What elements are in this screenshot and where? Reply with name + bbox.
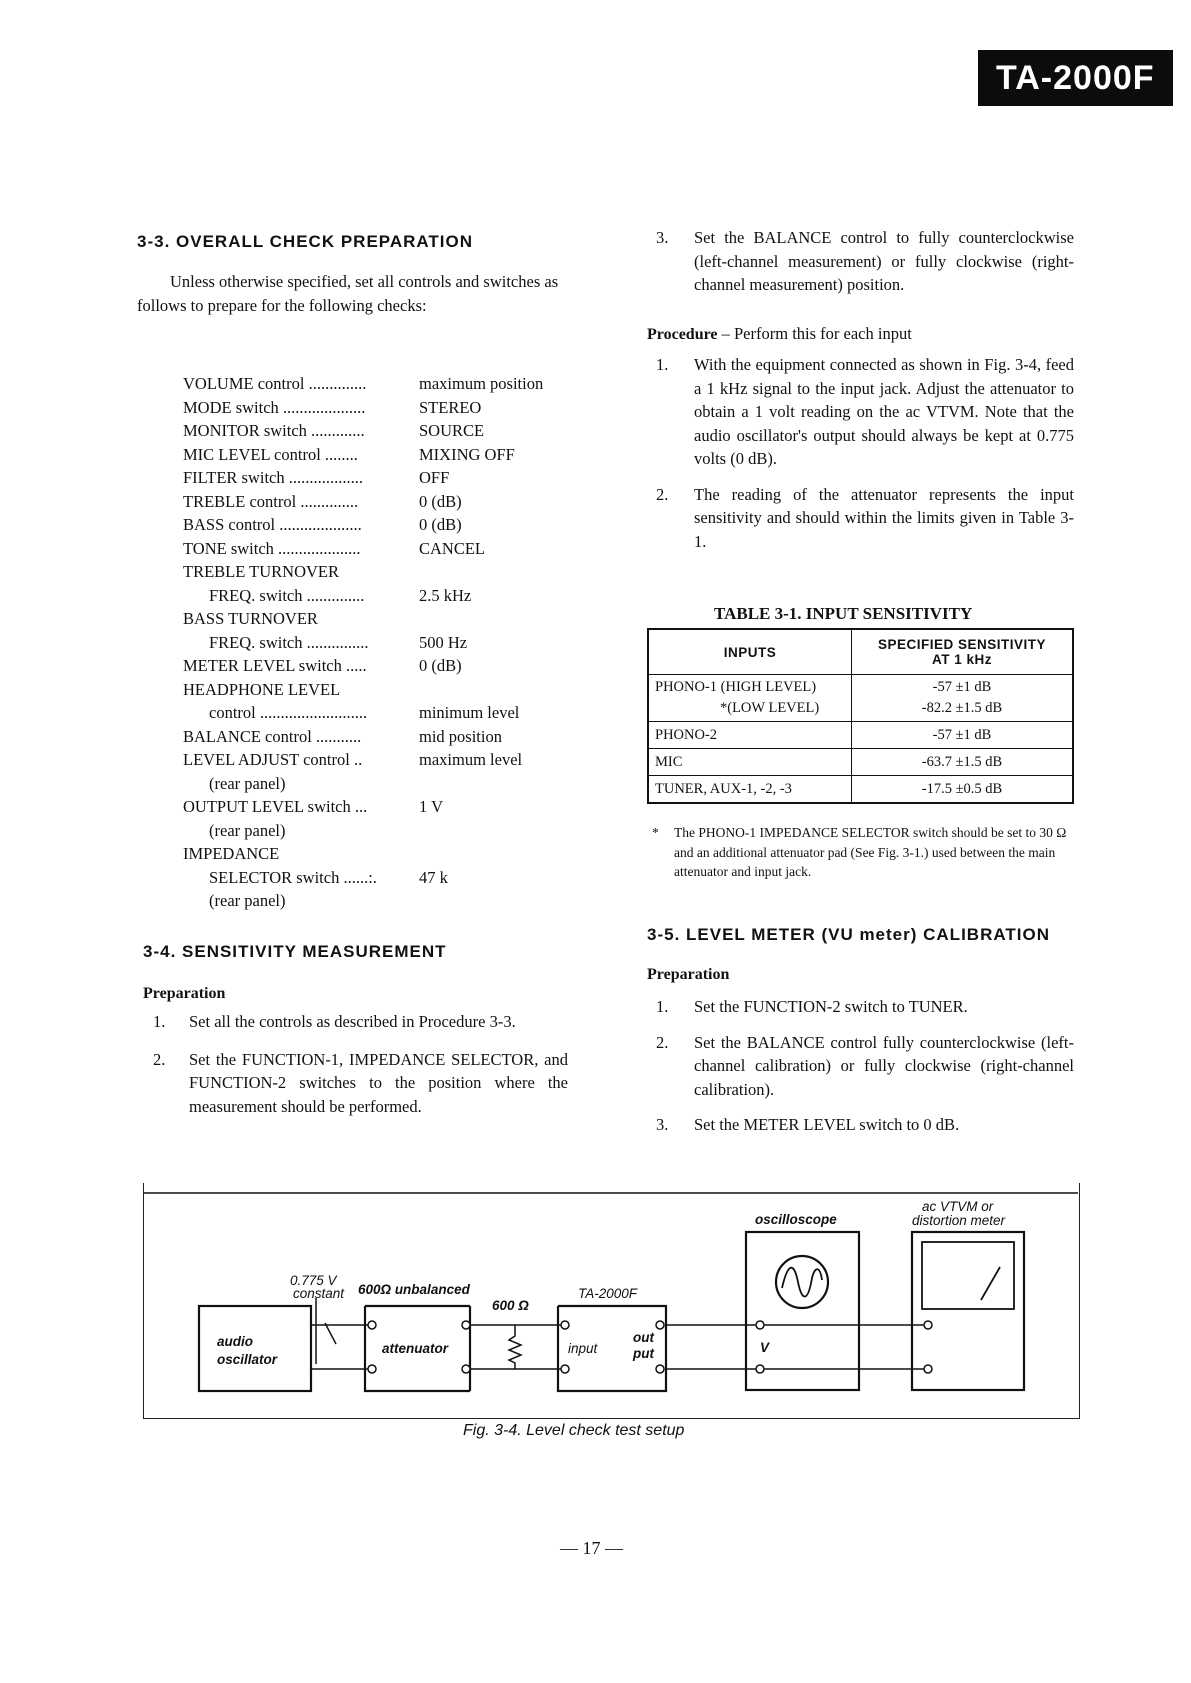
setting-label: IMPEDANCE	[183, 844, 280, 863]
setting-value: MIXING OFF	[419, 444, 515, 464]
procedure-note: – Perform this for each input	[717, 324, 912, 343]
vtvm-label-1: ac VTVM or	[922, 1199, 994, 1214]
item-number: 3.	[656, 228, 669, 247]
item-text: Set the FUNCTION-1, IMPEDANCE SELECTOR, and FUNCTION-2 switches to the position where the measurement should be performed.	[189, 1049, 568, 1116]
item-text: With the equipment connected as shown in Fig. 3-4, feed a 1 kHz signal to the input jack. Adjust the attenuator to obtain a 1 volt reading on the ac VTVM. Note that the audio oscillator's output should always be kept at 0.775 volts (0 dB).	[694, 355, 1074, 468]
header-inputs: INPUTS	[648, 629, 852, 675]
setting-value: mid position	[419, 726, 502, 746]
section-3-4-title: 3-4. SENSITIVITY MEASUREMENT	[143, 942, 447, 961]
phono1-high: PHONO-1 (HIGH LEVEL)	[655, 679, 817, 695]
item-text: The reading of the attenuator represents the input sensitivity and should within the limits given in Table 3-1.	[694, 484, 1074, 551]
setting-label: METER LEVEL switch .....	[183, 656, 367, 675]
oscilloscope-label: oscilloscope	[755, 1212, 837, 1227]
setting-value: STEREO	[419, 397, 482, 417]
spec-high: -57 ±1 dB	[932, 679, 992, 695]
setting-label: MIC LEVEL control ........	[183, 444, 358, 464]
procedure-label: Procedure	[647, 326, 718, 343]
setting-value: 2.5 kHz	[419, 585, 472, 605]
setting-value: maximum level	[419, 750, 523, 769]
item-text: Set the METER LEVEL switch to 0 dB.	[694, 1115, 960, 1134]
setting-label: SELECTOR switch ......:.	[209, 867, 377, 887]
setting-label: TREBLE TURNOVER	[183, 562, 339, 581]
table-title: TABLE 3-1. INPUT SENSITIVITY	[714, 604, 973, 623]
attenuator-label: attenuator	[382, 1341, 449, 1356]
setting-label: TONE switch ....................	[183, 538, 361, 558]
setting-value: 0 (dB)	[419, 491, 462, 511]
item-text: Set all the controls as described in Procedure 3-3.	[189, 1012, 516, 1031]
device-label: TA-2000F	[578, 1286, 638, 1301]
spec-low: -82.2 ±1.5 dB	[921, 700, 1003, 716]
load-label: 600 Ω	[492, 1298, 529, 1313]
item-text: Set the FUNCTION-2 switch to TUNER.	[694, 997, 968, 1016]
audio-oscillator-label-1: audio	[217, 1334, 253, 1349]
setting-label: OUTPUT LEVEL switch ...	[183, 797, 368, 816]
item-number: 3.	[656, 1115, 669, 1134]
output-label-1: out	[633, 1330, 654, 1345]
unbalanced-label: 600Ω unbalanced	[358, 1282, 470, 1297]
setting-label: LEVEL ADJUST control ..	[183, 750, 363, 769]
section-3-5-title: 3-5. LEVEL METER (VU meter) CALIBRATION	[647, 925, 1050, 944]
page-number: — 17 —	[560, 1538, 623, 1558]
setting-label: (rear panel)	[209, 891, 286, 910]
setting-label: BALANCE control ...........	[183, 726, 362, 746]
model-badge: TA-2000F	[978, 50, 1173, 106]
sine-wave-icon	[782, 1268, 822, 1297]
cell-input: MIC	[648, 749, 852, 776]
setting-value: OFF	[419, 468, 450, 487]
setting-label: FILTER switch ..................	[183, 468, 363, 487]
cell-input: PHONO-2	[648, 722, 852, 749]
setting-label: (rear panel)	[209, 820, 286, 840]
setting-value: CANCEL	[419, 538, 485, 558]
cell-spec: -57 ±1 dB	[852, 722, 1074, 749]
item-number: 2.	[656, 484, 669, 504]
vtvm-label-2: distortion meter	[912, 1213, 1006, 1228]
section-3-3-title: 3-3. OVERALL CHECK PREPARATION	[137, 232, 474, 251]
setting-value: maximum position	[419, 374, 544, 393]
header-spec-line1: SPECIFIED SENSITIVITY	[877, 637, 1047, 652]
cell-spec: -63.7 ±1.5 dB	[852, 749, 1074, 776]
item-text: Set the BALANCE control fully counterclockwise (left-channel calibration) or fully clockwise (right-channel calibration).	[694, 1032, 1074, 1099]
meter-needle-icon	[981, 1267, 1000, 1300]
cell-spec: -17.5 ±0.5 dB	[852, 776, 1074, 804]
cell-input: TUNER, AUX-1, -2, -3	[648, 776, 852, 804]
voltage-label-2: constant	[293, 1286, 345, 1301]
audio-oscillator-label-2: oscillator	[217, 1352, 278, 1367]
preparation-heading: Preparation	[143, 985, 226, 1002]
setting-value: SOURCE	[419, 421, 485, 440]
footnote-mark: *	[652, 825, 659, 840]
setting-label: HEADPHONE LEVEL	[183, 679, 341, 699]
setting-value: 1 V	[419, 797, 443, 816]
setting-value: minimum level	[419, 703, 520, 722]
setting-label: BASS control ....................	[183, 515, 362, 534]
setting-label: MONITOR switch .............	[183, 421, 365, 440]
header-spec-line2: AT 1 kHz	[931, 652, 992, 667]
setting-label: TREBLE control ..............	[183, 491, 359, 511]
meter-window	[922, 1242, 1014, 1309]
item-number: 2.	[153, 1049, 166, 1069]
input-label: input	[568, 1341, 598, 1356]
setting-label: MODE switch ....................	[183, 397, 366, 417]
footnote-text: The PHONO-1 IMPEDANCE SELECTOR switch should be set to 30 Ω and an additional attenuator pad (See Fig. 3-1.) used between the main attenuator and input jack.	[674, 825, 1067, 879]
setting-value: 500 Hz	[419, 632, 468, 652]
setting-label: BASS TURNOVER	[183, 609, 318, 628]
setting-value: 0 (dB)	[419, 656, 462, 675]
item-number: 2.	[656, 1032, 669, 1052]
item-number: 1.	[153, 1012, 166, 1031]
output-label-2: put	[633, 1346, 654, 1361]
preparation-heading-3-5: Preparation	[647, 966, 730, 983]
setting-value: 47 k	[419, 867, 448, 887]
audio-oscillator-box	[199, 1306, 311, 1391]
setting-label: FREQ. switch ...............	[209, 632, 369, 652]
setting-value: 0 (dB)	[419, 515, 462, 534]
phono1-low: *(LOW LEVEL)	[720, 700, 820, 716]
item-text: Set the BALANCE control to fully counterclockwise (left-channel measurement) or fully clockwise (right-channel measurement) position.	[694, 228, 1074, 294]
setting-label: (rear panel)	[209, 773, 286, 793]
setting-label: FREQ. switch ..............	[209, 585, 365, 605]
item-number: 1.	[656, 997, 669, 1016]
figure-caption: Fig. 3-4. Level check test setup	[463, 1422, 685, 1439]
section-3-3-intro: Unless otherwise specified, set all controls and switches as follows to prepare for the following checks:	[137, 272, 559, 315]
setting-label: VOLUME control ..............	[183, 374, 367, 393]
voltage-label-1: 0.775 V	[290, 1273, 337, 1288]
item-number: 1.	[656, 355, 669, 374]
setting-label: control ..........................	[209, 703, 368, 722]
voltmeter-label: V	[760, 1340, 770, 1355]
